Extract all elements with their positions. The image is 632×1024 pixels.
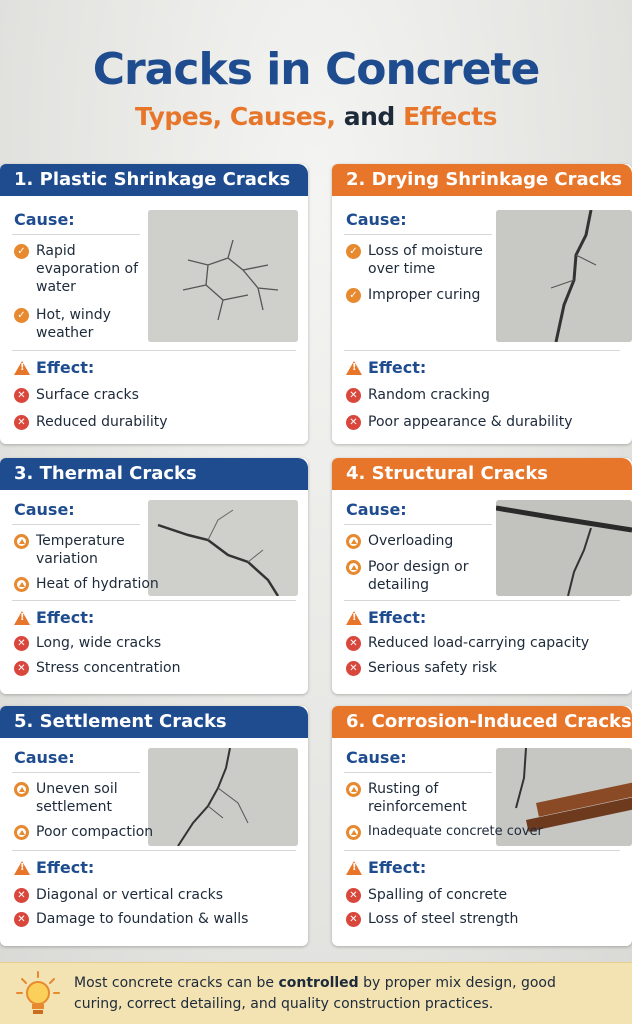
footer-text: Most concrete cracks can be controlled by proper mix design, good curing, correct detailing, and quality construction practices. xyxy=(74,975,556,1012)
effect-item: ✕ Spalling of concrete xyxy=(346,886,626,904)
footer-tip xyxy=(0,962,632,1024)
cause-item: Poor compaction xyxy=(14,823,164,841)
lightbulb-icon xyxy=(16,971,60,1017)
effect-item: ✕ Surface cracks xyxy=(14,386,294,404)
page-title: Cracks in Concrete xyxy=(92,44,540,95)
x-circle-icon: ✕ xyxy=(14,912,29,927)
warning-ring-icon xyxy=(14,534,29,549)
warning-ring-icon xyxy=(14,577,29,592)
subtitle-part-2: and xyxy=(343,102,395,131)
cause-item: Rusting of reinforcement xyxy=(346,780,496,816)
x-circle-icon: ✕ xyxy=(346,661,361,676)
x-circle-icon: ✕ xyxy=(346,388,361,403)
cause-label: Cause: xyxy=(346,748,407,767)
x-circle-icon: ✕ xyxy=(346,888,361,903)
effect-item: ✕ Random cracking xyxy=(346,386,626,404)
effect-item: ✕ Reduced durability xyxy=(14,413,294,431)
cause-label: Cause: xyxy=(346,500,407,519)
card-thermal xyxy=(0,458,308,694)
cause-item: ✓ Rapid evaporation of water xyxy=(14,242,144,296)
card-structural xyxy=(332,458,632,694)
check-circle-icon: ✓ xyxy=(346,244,361,259)
subtitle-part-3: Effects xyxy=(403,102,497,131)
effect-label: ! Effect: xyxy=(346,608,426,627)
x-circle-icon: ✕ xyxy=(14,888,29,903)
cause-item: ✓ Hot, windy weather xyxy=(14,306,144,342)
thermal-crack-photo xyxy=(148,500,298,596)
warning-ring-icon xyxy=(346,782,361,797)
cause-label: Cause: xyxy=(14,748,75,767)
card-header: 1. Plastic Shrinkage Cracks xyxy=(0,164,308,196)
check-circle-icon: ✓ xyxy=(14,244,29,259)
card-settlement xyxy=(0,706,308,946)
cause-label: Cause: xyxy=(14,210,75,229)
effect-item: ✕ Diagonal or vertical cracks xyxy=(14,886,299,904)
x-circle-icon: ✕ xyxy=(346,636,361,651)
card-header: 2. Drying Shrinkage Cracks xyxy=(332,164,632,196)
effect-item: ✕ Damage to foundation & walls xyxy=(14,910,304,928)
warning-triangle-icon xyxy=(14,861,30,875)
warning-triangle-icon xyxy=(346,861,362,875)
x-circle-icon: ✕ xyxy=(14,415,29,430)
check-circle-icon: ✓ xyxy=(14,308,29,323)
effect-label: ! Effect: xyxy=(346,358,426,377)
card-plastic-shrinkage xyxy=(0,164,308,444)
check-circle-icon: ✓ xyxy=(346,288,361,303)
card-header: 4. Structural Cracks xyxy=(332,458,632,490)
x-circle-icon: ✕ xyxy=(346,415,361,430)
card-header: 6. Corrosion-Induced Cracks xyxy=(332,706,632,738)
structural-crack-photo xyxy=(496,500,632,596)
cause-item: Inadequate concrete cover xyxy=(346,823,546,841)
cause-label: Cause: xyxy=(14,500,75,519)
x-circle-icon: ✕ xyxy=(14,388,29,403)
effect-item: ✕ Loss of steel strength xyxy=(346,910,626,928)
warning-ring-icon xyxy=(346,560,361,575)
cause-label: Cause: xyxy=(346,210,407,229)
x-circle-icon: ✕ xyxy=(14,636,29,651)
warning-ring-icon xyxy=(14,825,29,840)
effect-label: ! Effect: xyxy=(14,858,94,877)
cause-item: Overloading xyxy=(346,532,496,550)
card-corrosion-induced xyxy=(332,706,632,946)
warning-triangle-icon xyxy=(346,361,362,375)
effect-item: ✕ Reduced load-carrying capacity xyxy=(346,634,631,652)
card-header: 5. Settlement Cracks xyxy=(0,706,308,738)
warning-triangle-icon xyxy=(346,611,362,625)
warning-ring-icon xyxy=(346,534,361,549)
card-drying-shrinkage xyxy=(332,164,632,444)
effect-item: ✕ Serious safety risk xyxy=(346,659,626,677)
effect-label: ! Effect: xyxy=(14,608,94,627)
cause-item: ✓ Improper curing xyxy=(346,286,496,304)
cause-item: ✓ Loss of moisture over time xyxy=(346,242,496,278)
x-circle-icon: ✕ xyxy=(346,912,361,927)
drying-shrinkage-photo xyxy=(496,210,632,342)
effect-item: ✕ Long, wide cracks xyxy=(14,634,294,652)
x-circle-icon: ✕ xyxy=(14,661,29,676)
warning-triangle-icon xyxy=(14,361,30,375)
cause-item: Uneven soil settlement xyxy=(14,780,144,816)
plastic-shrinkage-photo xyxy=(148,210,298,342)
warning-triangle-icon xyxy=(14,611,30,625)
cause-item: Temperature variation xyxy=(14,532,144,568)
warning-ring-icon xyxy=(14,782,29,797)
cause-item: Poor design or detailing xyxy=(346,558,476,594)
effect-label: ! Effect: xyxy=(346,858,426,877)
cause-item: Heat of hydration xyxy=(14,575,164,593)
warning-ring-icon xyxy=(346,825,361,840)
subtitle-part-1: Types, Causes, xyxy=(135,102,336,131)
effect-item: ✕ Poor appearance & durability xyxy=(346,413,626,431)
settlement-crack-photo xyxy=(148,748,298,846)
page-subtitle xyxy=(0,102,632,131)
card-header: 3. Thermal Cracks xyxy=(0,458,308,490)
effect-item: ✕ Stress concentration xyxy=(14,659,294,677)
effect-label: ! Effect: xyxy=(14,358,94,377)
